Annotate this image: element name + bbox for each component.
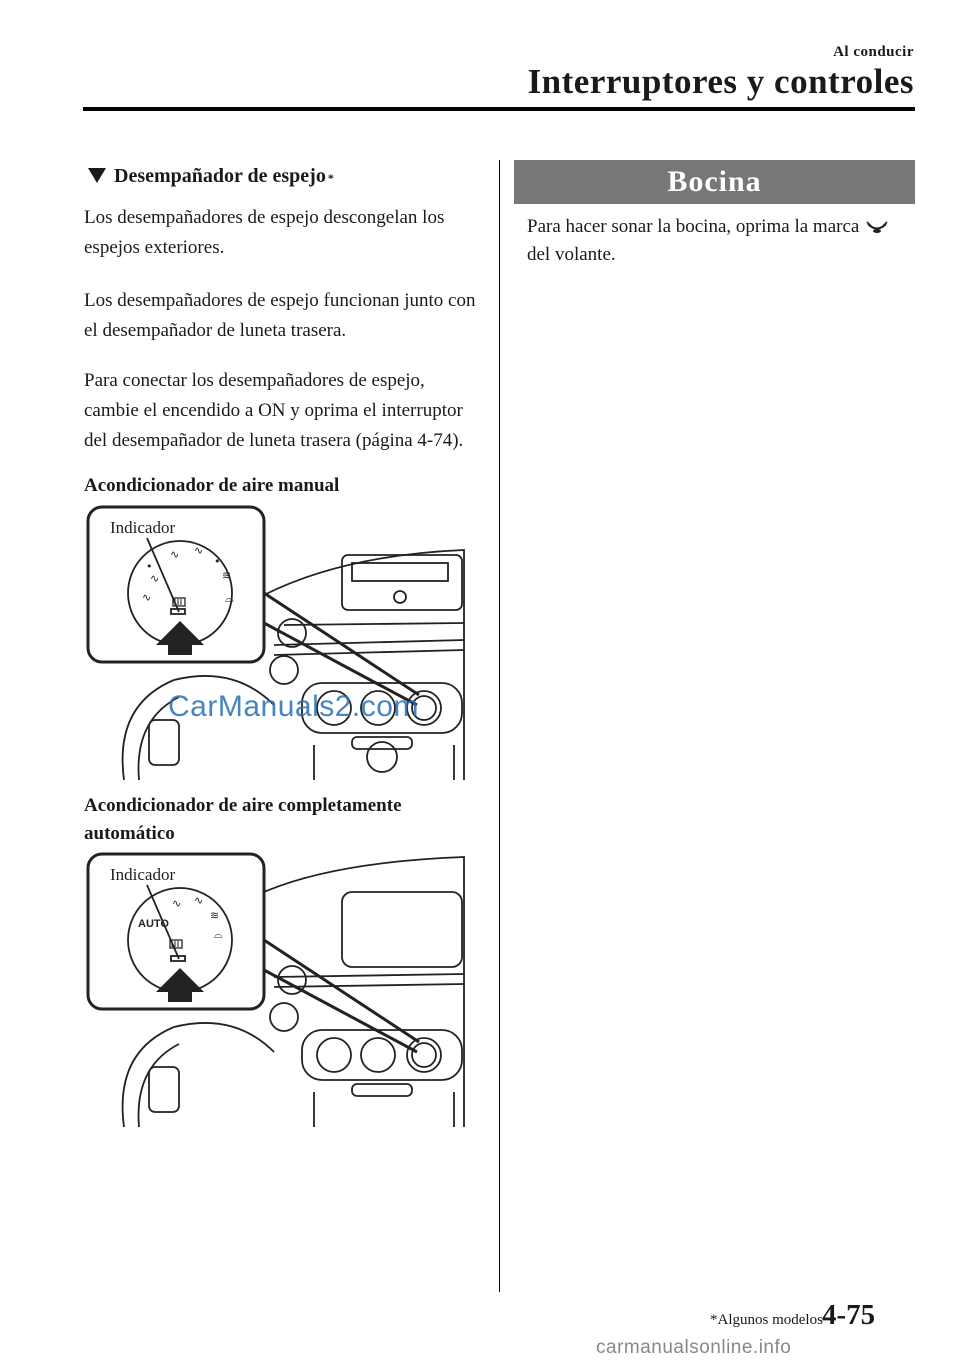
paragraph-1: Los desempañadores de espejo descongelan los espejos exteriores. xyxy=(84,207,445,258)
front-defrost-icon: ⌓ xyxy=(225,592,234,605)
horn-text-after: del volante. xyxy=(527,244,616,265)
svg-text:∿: ∿ xyxy=(194,894,204,907)
footer-site: carmanualsonline.info xyxy=(596,1337,792,1358)
heading-text: Desempañador de espejo xyxy=(114,165,326,187)
front-defrost-icon: ⌓ xyxy=(214,928,223,941)
mirror-defroster-heading xyxy=(88,165,334,188)
svg-text:•: • xyxy=(146,560,153,573)
svg-text:≋: ≋ xyxy=(210,909,220,922)
svg-text:∿: ∿ xyxy=(172,897,182,910)
watermark: CarManuals2.com xyxy=(168,690,419,723)
manual-ac-illustration xyxy=(84,505,484,780)
svg-text:≋: ≋ xyxy=(222,569,232,582)
auto-label: AUTO xyxy=(138,918,169,930)
paragraph-3: Para conectar los desempañadores de espejo, cambie el encendido a ON y oprima el interruptor del desempañador de luneta trasera (página 4-74). xyxy=(84,370,464,451)
svg-text:•: • xyxy=(214,555,221,568)
chapter-label: Al conducir xyxy=(833,44,914,60)
svg-text:∿: ∿ xyxy=(142,591,152,604)
header-rule xyxy=(83,107,915,111)
page-number: 4-75 xyxy=(822,1299,876,1331)
footnote-some-models: *Algunos modelos xyxy=(710,1312,823,1328)
caption-auto-ac: Acondicionador de aire completamente automático xyxy=(84,795,402,844)
caption-manual-ac: Acondicionador de aire manual xyxy=(84,475,340,496)
svg-text:∿: ∿ xyxy=(150,572,160,585)
indicator-label-2: Indicador xyxy=(110,865,176,884)
direction-down-icon xyxy=(88,168,106,183)
column-divider xyxy=(499,160,500,1292)
horn-paragraph xyxy=(527,213,907,269)
horn-text-before: Para hacer sonar la bocina, oprima la marca xyxy=(527,216,860,237)
horn-section-title: Bocina xyxy=(514,160,915,204)
auto-ac-illustration xyxy=(84,852,484,1127)
svg-text:∿: ∿ xyxy=(170,548,180,561)
paragraph-2: Los desempañadores de espejo funcionan junto con el desempañador de luneta trasera. xyxy=(84,290,476,341)
some-models-mark: * xyxy=(327,171,334,185)
horn-icon xyxy=(866,221,888,235)
indicator-label-1: Indicador xyxy=(110,518,176,537)
svg-text:∿: ∿ xyxy=(194,544,204,557)
section-title: Interruptores y controles xyxy=(527,62,914,101)
